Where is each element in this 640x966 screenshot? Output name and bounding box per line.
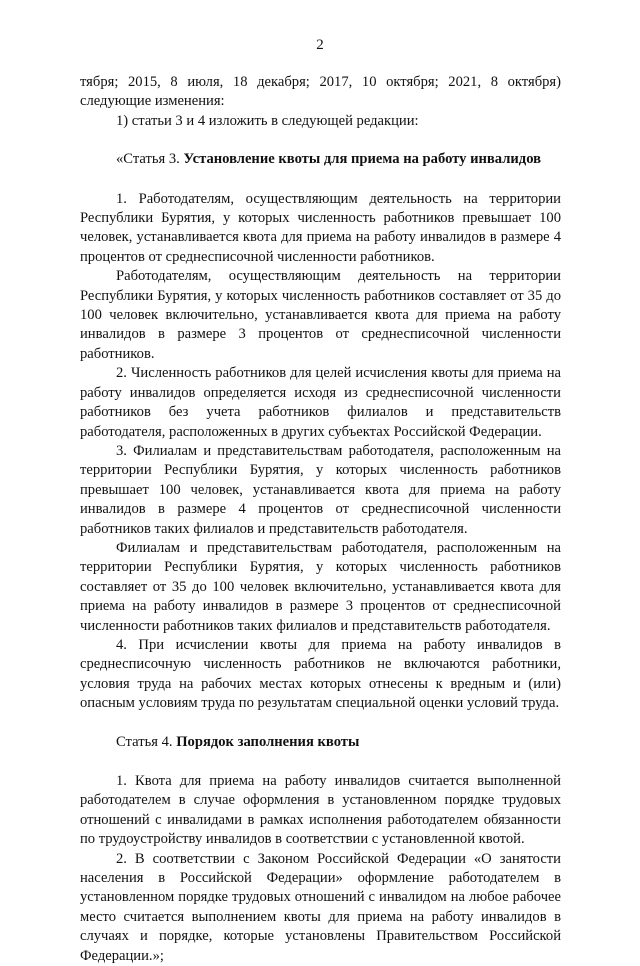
page-number: 2	[316, 37, 324, 53]
article-3-heading	[80, 150, 561, 169]
article-3-title: Установление квоты для приема на работу инвалидов	[183, 151, 542, 168]
article-3-paragraph-3: 3. Филиалам и представительствам работодателя, расположенным на территории Республики Бурятия, у которых численность работников превышает 100 человек, устанавливается квота для приема на работу инвалидов в размере 4 процентов от среднесписочной численности работников таких филиалов и представительств работодателя.	[80, 442, 561, 537]
article-4-prefix: Статья 4.	[116, 733, 177, 750]
article-3-paragraph-1b: Работодателям, осуществляющим деятельность на территории Республики Бурятия, у которых численность работников составляет от 35 до 100 человек включительно, устанавливается квота для приема на работу инвалидов в размере 3 процентов от среднесписочной численности работников.	[80, 268, 561, 362]
article-4-paragraph-2: 2. В соответствии с Законом Российской Федерации «О занятости населения в Российской Федерации» оформление работодателем в установленном порядке трудовых отношений с инвалидом на любое рабочее место считается выполнением квоты для приема на работу инвалидов в случаях и порядке, которые установлены Правительством Российской Федерации.»;	[80, 850, 561, 964]
article-3-paragraph-1: 1. Работодателям, осуществляющим деятельность на территории Республики Бурятия, у которых численность работников превышает 100 человек, устанавливается квота для приема на работу инвалидов в размере 4 процентов от среднесписочной численности работников.	[80, 190, 561, 265]
document-body	[80, 73, 561, 966]
article-4-paragraph-1: 1. Квота для приема на работу инвалидов считается выполненной работодателем в случае оформления в установленном порядке трудовых отношений с инвалидами в рамках исполнения работодателем обязанности по трудоустройству инвалидов в соответствии с установленной квотой.	[80, 773, 561, 848]
article-4-heading	[80, 733, 561, 752]
article-3-prefix: «Статья 3.	[116, 151, 184, 168]
article-3-paragraph-4: 4. При исчислении квоты для приема на работу инвалидов в среднесписочную численность работников не включаются работники, условия труда на рабочих местах которых отнесены к вредным и (или) опасным условиям труда по результатам специальной оценки условий труда.	[80, 636, 561, 712]
article-4-title: Порядок заполнения квоты	[176, 733, 360, 750]
intro-paragraph: тября; 2015, 8 июля, 18 декабря; 2017, 10 октября; 2021, 8 октября) следующие изменения:	[80, 74, 561, 110]
article-3-paragraph-2: 2. Численность работников для целей исчисления квоты для приема на работу инвалидов определяется исходя из среднесписочной численности работников без учета работников филиалов и представительств работодателя, расположенных в других субъектах Российской Федерации.	[80, 365, 561, 440]
article-3-paragraph-3b: Филиалам и представительствам работодателя, расположенным на территории Республики Бурятия, у которых численность работников составляет от 35 до 100 человек включительно, устанавливается квота для приема на работу инвалидов в размере 3 процентов от среднесписочной численности работников таких филиалов и представительств работодателя.	[80, 539, 561, 634]
item-1-paragraph: 1) статьи 3 и 4 изложить в следующей редакции:	[116, 112, 419, 129]
